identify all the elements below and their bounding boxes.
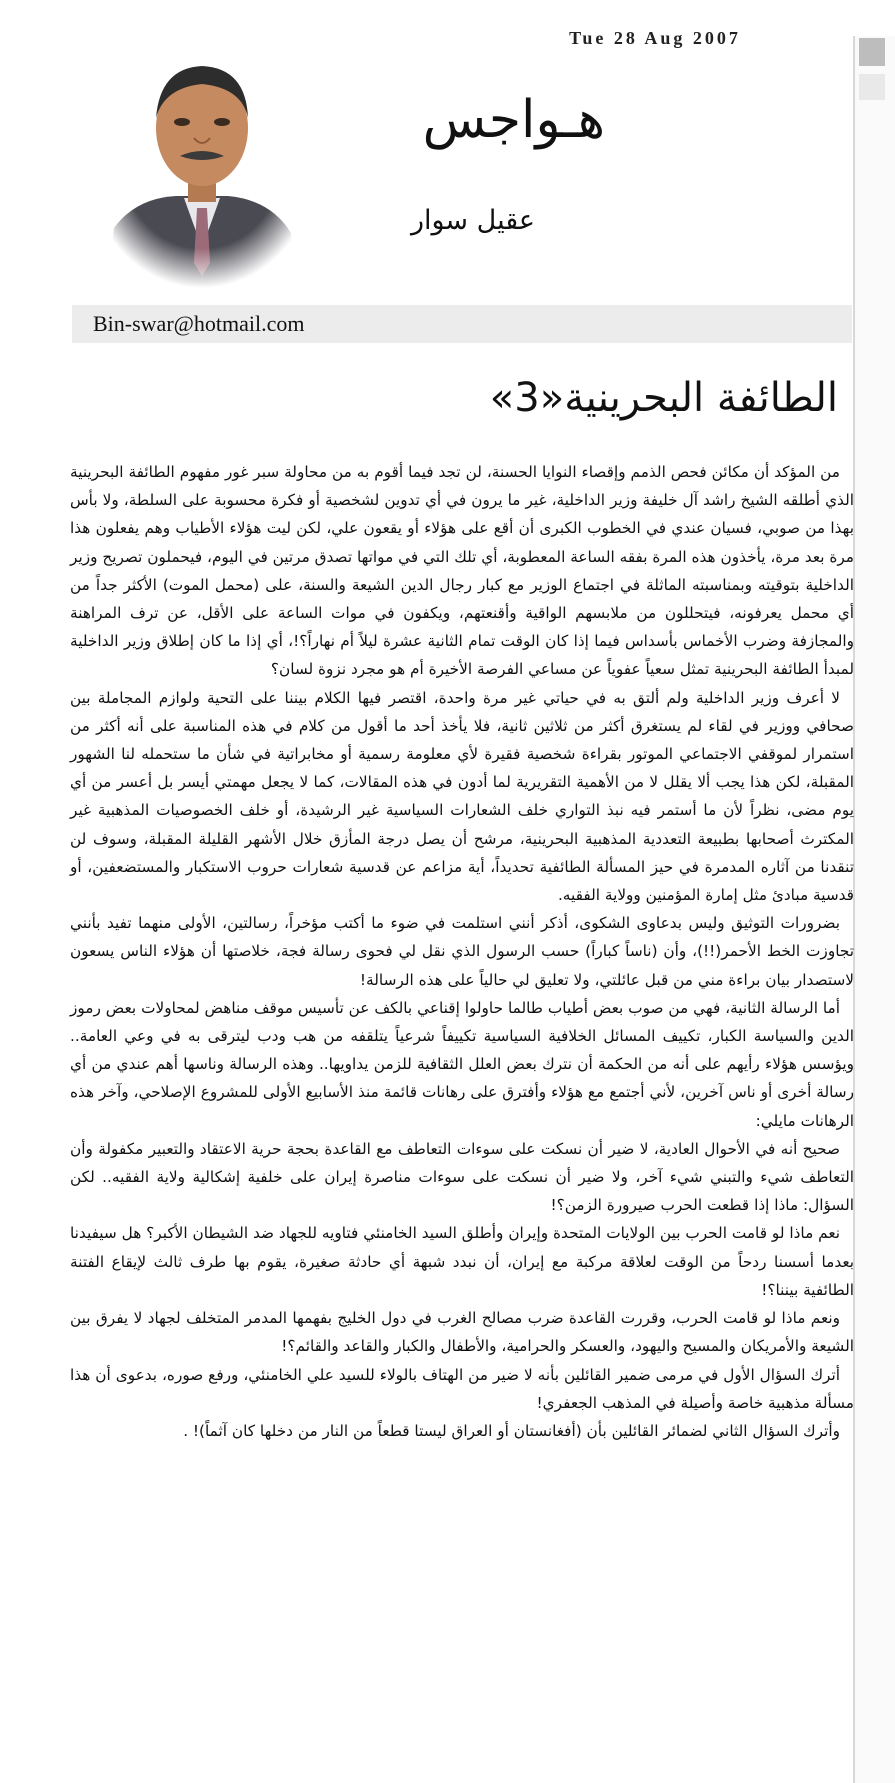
article-paragraph: أترك السؤال الأول في مرمى ضمير القائلين بأنه لا ضير من الهتاف بالولاء للسيد علي الخامنئي، ورفع صوره، بدعوى أن هذا مسألة مذهبية خاصة وأصيلة في المذهب الجعفري! bbox=[70, 1365, 854, 1412]
scrollbar-thumb[interactable] bbox=[859, 74, 885, 100]
article-body bbox=[70, 458, 854, 1445]
article-headline: الطائفة البحرينية«3» bbox=[489, 375, 838, 421]
author-photo bbox=[96, 48, 308, 288]
article-paragraph: لا أعرف وزير الداخلية ولم ألتق به في حياتي غير مرة واحدة، اقتصر فيها الكلام بيننا على التحية ولوازم المجاملة بين صحافي ووزير في لقاء لم يستغرق أكثر من ثلاثين ثانية، فلا يأخذ أحد ما أقول من كلام في هذه المناسبة على أنه أكثر من استمرار لموقفي الاجتماعي الموتور بقراءة شخصية فقيرة لأي معلومة رسمية أو مخابراتية في شأن ما ستحمله لنا الشهور المقبلة، لكن هذا يجب ألا يقلل لا من الأهمية التقريرية لما أدون في هذه المقالات، كما لا يجعل مهمتي أيسر بل أعسر من أي يوم مضى، نظراً لأن ما أستمر فيه نبذ التواري خلف الشعارات السياسية غير الرشيدة، أو خلف الخصوصيات المذهبية غير المكترث أصحابها بطبيعة التعددية المذهبية البحرينية، مرشح أن يصل درجة المأزق خلال الأشهر القليلة المقبلة، وسوف لن تنقدنا من آثاره المدمرة في حيز المسألة الطائفية تحديداً، أية مزاعم عن قدسية شعارات حروب الاستكبار والمستضعفين، أو قدسية مبادئ مثل إمارة المؤمنين وولاية الفقيه. bbox=[70, 688, 854, 905]
scrollbar[interactable] bbox=[853, 36, 895, 1783]
author-email-link[interactable]: Bin-swar@hotmail.com bbox=[93, 311, 305, 336]
article-paragraph: وأترك السؤال الثاني لضمائر القائلين بأن (أفغانستان أو العراق ليستا قطعاً من النار من دخلها كان آثماً)! . bbox=[183, 1421, 840, 1440]
column-title: هـواجس bbox=[422, 90, 605, 150]
scrollbar-up-arrow[interactable] bbox=[859, 38, 885, 66]
publication-date: Tue 28 Aug 2007 bbox=[569, 28, 741, 48]
article-paragraph: صحيح أنه في الأحوال العادية، لا ضير أن نسكت على سوءات التعاطف مع القاعدة بحجة حرية الاعتقاد والتعبير مكفولة وأن التعاطف شيء والتبني شيء آخر، ولا ضير أن نسكت على سوءات مناصرة إيران على خلفية إشكالية ولاية الفقيه.. لكن السؤال: ماذا إذا قطعت الحرب صيرورة الزمن؟! bbox=[70, 1139, 854, 1215]
article-paragraph: نعم ماذا لو قامت الحرب بين الولايات المتحدة وإيران وأطلق السيد الخامنئي فتاويه للجهاد ضد الشيطان الأكبر؟ هل سيفيدنا بعدما أسسنا ردحاً من الوقت لعلاقة مركبة مع إيران، أن نبدد شبهة أي حادثة صغيرة، يقوم بها طرف ثالث لإيقاع الفتنة الطائفية بيننا؟! bbox=[70, 1224, 854, 1299]
article-paragraph: أما الرسالة الثانية، فهي من صوب بعض أطياب طالما حاولوا إقناعي بالكف عن تأسيس موقف مناهض لمحاولات بعض رموز الدين والسياسة الكبار، تكييف المسائل الخلافية السياسية تكييفاً شرعياً يتلقفه من هب ودب ليترقى به في وعي العامة.. ويؤسس هؤلاء رأيهم على أنه من الحكمة أن نترك بعض العلل الثقافية للزمن يداويها.. وهذه الرسالة وناسها أهم عندي من أي رسالة أخرى أو ناس آخرين، لأني أجتمع مع هؤلاء وأفترق على رهانات قائمة منذ الأسابيع الأولى للمشروع الإصلاحي، وآخر هذه الرهانات مايلي: bbox=[70, 998, 854, 1130]
article-paragraph: بضرورات التوثيق وليس بدعاوى الشكوى، أذكر أنني استلمت في ضوء ما أكتب مؤخراً، رسالتين، الأولى منهما تفيد بأنني تجاوزت الخط الأحمر(!!)، وأن (ناساً كباراً) حسب الرسول الذي نقل لي فحوى رسالة فجة، خلاصتها أن هؤلاء الناس يسعون لاستصدار بيان براءة مني من قبل عائلتي، ولا تعليق لي حالياً على هذه الرسالة! bbox=[70, 914, 854, 989]
article-paragraph: ونعم ماذا لو قامت الحرب، وقررت القاعدة ضرب مصالح الغرب في دول الخليج بفهمها المدمر المتخلف لجهاد لا يفرق بين الشيعة والأمريكان والمسيح واليهود، والعسكر والحرامية، والأطفال والكبار والقاعد والقائم؟! bbox=[70, 1309, 854, 1356]
author-name: عقيل سوار bbox=[410, 205, 535, 236]
article-paragraph: من المؤكد أن مكائن فحص الذمم وإقصاء النوايا الحسنة، لن تجد فيما أقوم به من محاولة سبر غور مفهوم الطائفة البحرينية الذي أطلقه الشيخ راشد آل خليفة وزير الداخلية، غير ما يرون في أي تدوين لشخصية أو فكرة محسوبة على السلطة، ولا بأس بهذا من صوبي، فسيان عندي في الخطوب الكبرى أن أقع على هؤلاء أو يقعون علي، لكن ليت هؤلاء الأطياب وهم يفعلون هذا مرة بعد مرة، يأخذون هذه المرة بفقه الساعة المعطوبة، أي تلك التي في مواتها تصدق مرتين في اليوم، فيحملون تصريح وزير الداخلية بتوقيته وبمناسبته الماثلة في اجتماع الوزير مع كبار رجال الدين الشيعة والسنة، على (محمل الموت) الأكثر جداً من أي محمل يعرفونه، فيتحللون من ملابسهم الواقية وأقنعتهم، ويكفون في موات الساعة على الأقل، عن ترف المراهنة والمجازفة وضرب الأخماس بأسداس فيما إذا كان الوقت تمام الثانية عشرة ليلاً أم نهاراً؟!، أي إذا ما كان إطلاق وزير الداخلية لمبدأ الطائفة البحرينية تمثل سعياً عفوياً عن مساعي الفرصة الأخيرة أم هو مجرد نزوة لسان؟ bbox=[70, 463, 854, 679]
